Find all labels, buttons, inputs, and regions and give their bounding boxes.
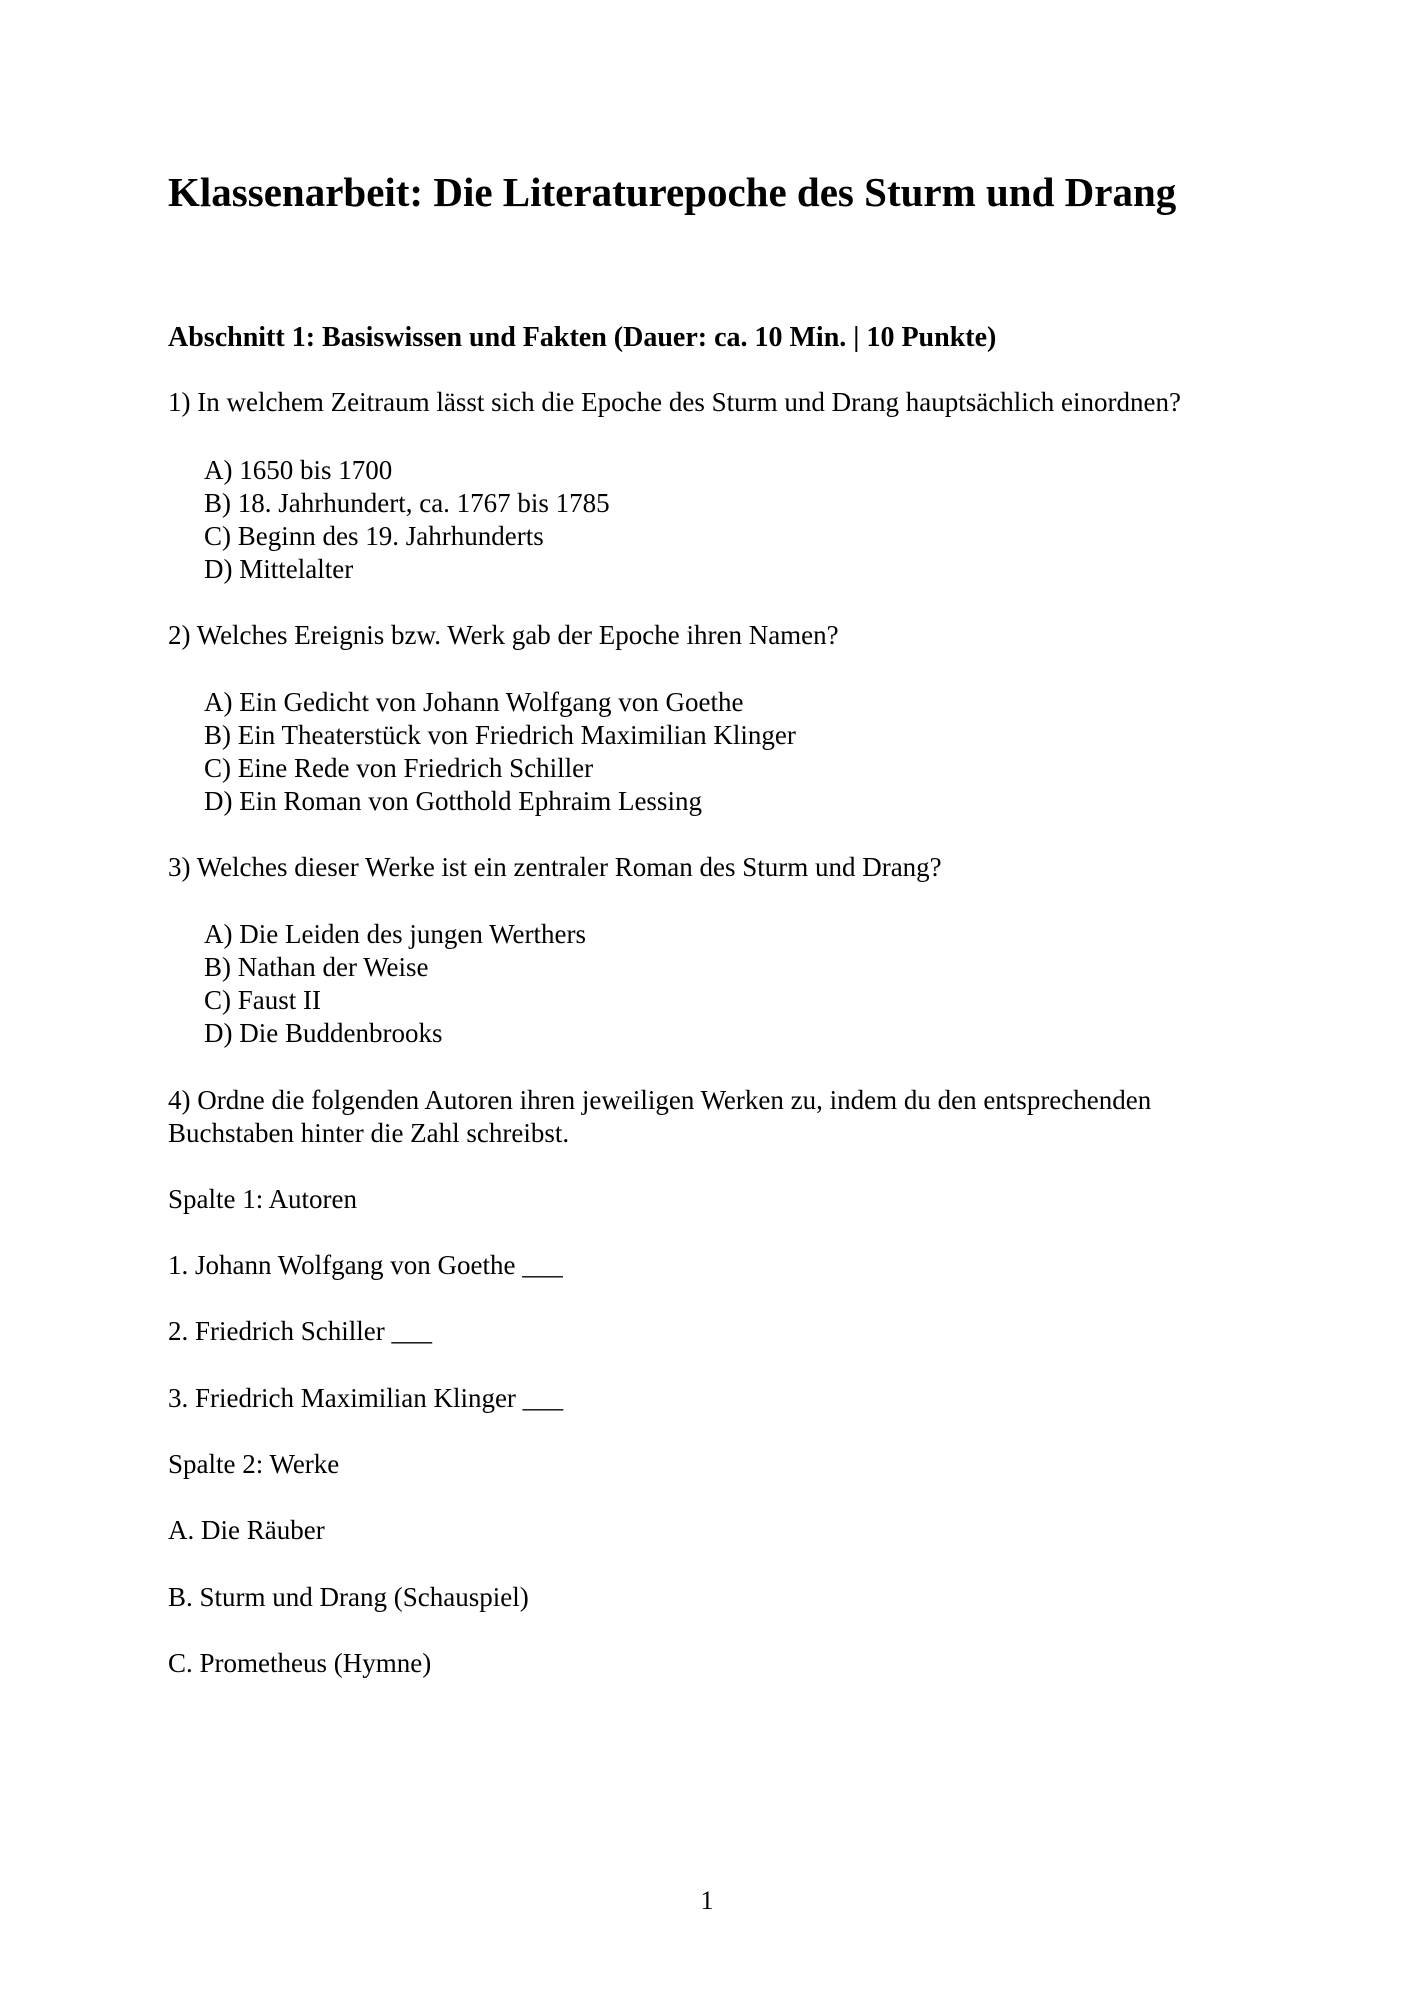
author-item-1: 1. Johann Wolfgang von Goethe ___ [168,1250,563,1280]
question-3-option-b: B) Nathan der Weise [204,952,429,982]
question-1-text: 1) In welchem Zeitraum lässt sich die Epoche des Sturm und Drang hauptsächlich einordnen? [168,387,1181,417]
page-number: 1 [700,1886,714,1915]
section-heading: Abschnitt 1: Basiswissen und Fakten (Dauer: ca. 10 Min. | 10 Punkte) [168,322,997,353]
authors-column-label: Spalte 1: Autoren [168,1184,357,1214]
author-item-2: 2. Friedrich Schiller ___ [168,1316,432,1346]
question-1-option-c: C) Beginn des 19. Jahrhunderts [204,521,544,551]
question-4-text-line-2: Buchstaben hinter die Zahl schreibst. [168,1118,570,1148]
work-item-a: A. Die Räuber [168,1515,325,1545]
works-column-label: Spalte 2: Werke [168,1449,340,1479]
question-1-option-d: D) Mittelalter [204,554,354,584]
page-title: Klassenarbeit: Die Literaturepoche des Sturm und Drang [168,169,1177,215]
work-item-b: B. Sturm und Drang (Schauspiel) [168,1582,529,1612]
question-3-text: 3) Welches dieser Werke ist ein zentraler Roman des Sturm und Drang? [168,852,942,882]
question-2-option-a: A) Ein Gedicht von Johann Wolfgang von Goethe [204,687,744,717]
question-3-option-c: C) Faust II [204,985,321,1015]
question-2-option-b: B) Ein Theaterstück von Friedrich Maximilian Klinger [204,720,796,750]
question-3-option-d: D) Die Buddenbrooks [204,1018,443,1048]
question-3-option-a: A) Die Leiden des jungen Werthers [204,919,586,949]
author-item-3: 3. Friedrich Maximilian Klinger ___ [168,1383,564,1413]
work-item-c: C. Prometheus (Hymne) [168,1648,432,1678]
question-2-option-c: C) Eine Rede von Friedrich Schiller [204,753,594,783]
question-2-option-d: D) Ein Roman von Gotthold Ephraim Lessing [204,786,702,816]
question-1-option-a: A) 1650 bis 1700 [204,455,393,485]
question-1-option-b: B) 18. Jahrhundert, ca. 1767 bis 1785 [204,488,610,518]
question-2-text: 2) Welches Ereignis bzw. Werk gab der Epoche ihren Namen? [168,620,839,650]
question-4-text-line-1: 4) Ordne die folgenden Autoren ihren jeweiligen Werken zu, indem du den entsprechenden [168,1085,1152,1115]
